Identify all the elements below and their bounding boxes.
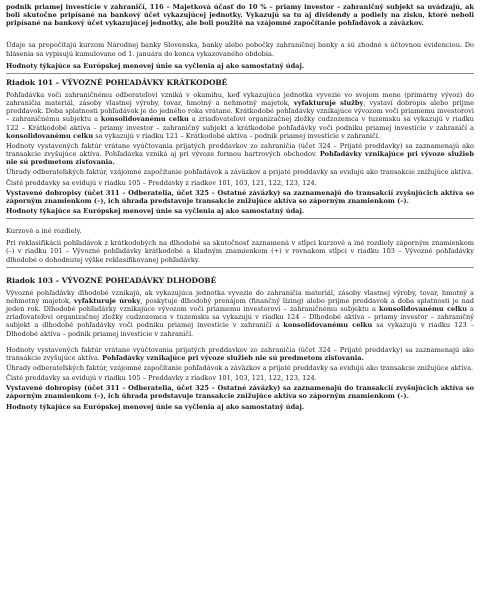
bold-text-run: Hodnoty týkajúce sa Európskej menovej únie sa vyčlenia aj ako samostatný údaj. — [6, 402, 305, 411]
bold-text-run: Vystavené dobropisy (účet 311 – Odberatelia, účet 325 – Ostatné záväzky) sa zaznamenajú do transakcií zvyšujúcich aktíva so záporným znamienkom (–), ich úhrada predstavuje transakcie znižujúce aktíva so záporným znamienkom (–). — [6, 188, 474, 205]
text-run: Hodnoty vystavených faktúr vrátane vyúčtovania prijatých preddavkov zo zahraničia (účet 324 – Prijaté preddavky) sa zaznamenajú ako transakcie zvyšujúce aktíva. Pohľadávka vzniká aj pri vývoze formou bartrových obchodov. — [6, 141, 474, 159]
bold-text-run: Riadok 101 – VÝVOZNÉ POHĽADÁVKY KRÁTKODOBÉ — [6, 77, 228, 87]
bold-text-run: konsolidovanému celku — [100, 115, 189, 124]
section-divider — [6, 267, 474, 268]
bold-text-run: konsolidovanému celku — [378, 305, 468, 314]
section-divider — [6, 218, 474, 219]
text-run: , vystaví dobropis alebo prijme preddavok. Doba splatnosti pohľadávok je do jedného roka vrátane. Krátkodobé pohľadávky vznikajúce vývozom voči priamemu investorovi – zahraničnému subjektu a — [6, 99, 474, 124]
document-page — [6, 0, 474, 411]
bold-text-run: Pohľadávky vznikajúce pri vývoze služieb nie sú predmetom zisťovania. — [102, 353, 364, 362]
paragraph-row-103-definition — [6, 289, 474, 338]
paragraph-row-103-invoices — [6, 346, 474, 362]
paragraph-exchange-differences — [6, 227, 474, 235]
text-run: sa vykazujú v riadku 121 – Krátkodobé aktíva – podnik priamej investície v zahraničí. — [93, 131, 380, 140]
paragraph-row-103-net-advances — [6, 374, 474, 382]
bold-text-run: Hodnoty týkajúce sa Európskej menovej únie sa vyčlenia aj ako samostatný údaj. — [6, 61, 305, 70]
paragraph-reclassification — [6, 239, 474, 263]
text-run: sa vykazujú v riadku 123 – Dlhodobé aktíva – podnik priamej investície v zahraničí. — [6, 321, 474, 338]
paragraph-row-103-credit-notes — [6, 384, 474, 400]
paragraph-row-101-payments — [6, 168, 474, 176]
text-run: Čisté preddavky sa evidujú v riadku 105 – Preddavky z riadkov 101, 103, 121, 122, 123, 124. — [6, 374, 317, 383]
text-run: Úhrady odberateľských faktúr, vzájomné započítanie pohľadávok a záväzkov a prijaté preddavky sa evidujú ako transakcie znižujúce aktíva. — [6, 168, 474, 177]
bold-text-run: Hodnoty týkajúce sa Európskej menovej únie sa vyčlenia aj ako samostatný údaj. — [6, 206, 305, 215]
bold-text-run: Pohľadávky vznikajúce pri vývoze služieb nie sú predmetom zisťovania. — [6, 150, 474, 167]
paragraph-row-103-emu-note — [6, 403, 474, 411]
text-run: Údaje sa prepočítajú kurzom Národnej banky Slovenska, banky alebo pobočky zahraničnej banky a sú zhodné s účtovnou evidenciou. Do hlásenia sa vypisujú kumulovane od 1. januára do konca vykazovaného obdobia. — [6, 41, 474, 58]
text-run: Kurzové a iné rozdiely. — [6, 227, 82, 236]
text-run: a zriaďovateľovi organizačnej zložky cudzozemca v tuzemsku sa vykazujú v riadku 122 – Krátkodobé aktíva – priamy investor – zahraničný subjekt a krátkodobé pohľadávky voči podniku priamej investície v zahraničí a — [6, 115, 474, 132]
text-run: Pri reklasifikácii pohľadávok z krátkodobých na dlhodobé sa skutočnosť zaznamená v stĺpci kurzové a iné rozdiely záporným znamienkom (–) v riadku 101 – Vývozné pohľadávky krátkodobé a kladným znamienkom (+) v rovnakom stĺpci v riadku 103 – Vývozné pohľadávky dlhodobé o dohodnutej výške reklasifikovanej pohľadávky. — [6, 239, 474, 264]
bold-text-run: vyfakturuje služby — [293, 99, 364, 108]
section-divider — [6, 73, 474, 74]
paragraph-row-101-invoices — [6, 142, 474, 166]
paragraph-row-101-emu-note — [6, 207, 474, 215]
paragraph-row-101-definition — [6, 91, 474, 140]
text-run: Hodnoty vystavených faktúr vrátane vyúčtovania prijatých preddavkov zo zahraničia (účet 324 – Prijaté preddavky) sa zaznamenajú ako transakcie zvyšujúce aktíva. — [6, 345, 474, 362]
section-heading-row-103 — [6, 276, 474, 285]
paragraph-row-101-net-advances — [6, 179, 474, 187]
text-run: a zriaďovateľovi organizačnej zložky cudzozemca v tuzemsku sa vykazujú v riadku 124 – Dlhodobé aktíva – priamy investor – zahraničný subjekt a dlhodobé pohľadávky voči podniku priamej investície v zahraničí a — [6, 305, 474, 330]
bold-text-run: konsolidovanému celku — [283, 321, 373, 330]
paragraph-row-101-credit-notes — [6, 189, 474, 205]
bold-text-run: konsolidovanému celku — [6, 131, 94, 140]
paragraph-row-103-payments — [6, 364, 474, 372]
text-run: Pohľadávka voči zahraničnému odberateľovi vzniká v okamihu, keď vykazujúca jednotka vyvezie vo svojom mene (primárny vývoz) do zahraničia materiál, zásoby vlastnej výroby, tovar, hmotný a nehmotný majetok, — [6, 90, 474, 108]
text-run: Vývozné pohľadávky dlhodobé vznikajú, ak vykazujúca jednotka vyvezie do zahraničia materiál, zásoby vlastnej výroby, tovar, hmotný a nehmotný majetok, — [6, 288, 474, 305]
bold-text-run: podnik priamej investície v zahraničí, 116 – Majetková účasť do 10 % – priamy investor – zahraničný subjekt sa uvádzajú, ak boli skutočne pripísané na bankový účet vykazujúcej jednotky. Vykazujú sa tu aj dividendy a podiely na zisku, ktoré neboli pripísané na bankový účet vykazujúcej jednotky, ale boli použité na vzájomné započítanie pohľadávok a záväzkov. — [6, 3, 474, 28]
text-run: Úhrady odberateľských faktúr, vzájomné započítanie pohľadávok a záväzkov a prijaté preddavky sa evidujú ako transakcie znižujúce aktíva. — [6, 364, 474, 372]
text-run: , poskytuje dlhodobý prenájom (finančný lízing) alebo prijme preddavok a doba splatnosti je nad jeden rok. Dlhodobé pohľadávky vznikajúce vývozom voči priamemu investorovi – zahraničnému subjektu a — [6, 296, 475, 314]
bold-text-run: Vystavené dobropisy (účet 311 – Odberatelia, účet 325 – Ostatné záväzky) sa zaznamenajú do transakcií zvyšujúcich aktíva so záporným znamienkom (–), ich úhrada predstavuje transakcie znižujúce aktíva so záporným znamienkom (–). — [6, 384, 474, 401]
section-heading-row-101 — [6, 78, 474, 87]
paragraph-exchange-rate — [6, 41, 474, 57]
bold-text-run: Riadok 103 – VÝVOZNÉ POHĽADÁVKY DLHODOBÉ — [6, 275, 217, 285]
bold-text-run: vyfakturuje úroky — [74, 296, 141, 305]
paragraph-emu-note — [6, 62, 474, 70]
text-run: Čisté preddavky sa evidujú v riadku 105 – Preddavky z riadkov 101, 103, 121, 122, 123, 124. — [6, 178, 317, 187]
paragraph-dividends — [6, 3, 474, 27]
